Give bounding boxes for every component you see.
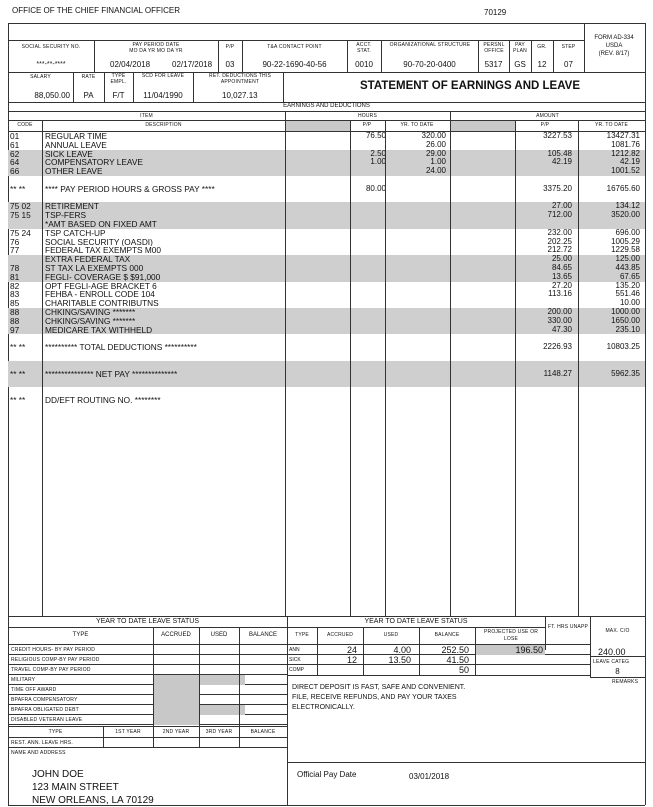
leave-left-row [8, 655, 287, 665]
leave-right-balance: 50 [458, 665, 469, 675]
row-description: DD/EFT ROUTING NO. ******** [45, 396, 161, 405]
grade-label: GR. [537, 44, 547, 50]
row-amount-ytd: 696.00 [615, 228, 640, 237]
row-amount-pp: 3227.53 [543, 132, 572, 140]
row-description: *AMT BASED ON FIXED AMT [45, 220, 157, 229]
row-amount-ytd: 1212.82 [611, 149, 640, 158]
row-code: 75 15 [10, 211, 31, 220]
leave-left-type: BPAFRA OBLIGATED DEBT [11, 707, 79, 713]
rest-row-label: REST. ANN. LEAVE HRS. [11, 740, 73, 746]
row-code: 88 [10, 308, 20, 317]
row-code: ** ** [10, 343, 26, 352]
row-description: OTHER LEAVE [45, 167, 103, 176]
pp-label: P/P [225, 44, 235, 50]
row-hours-ytd: 1.00 [430, 158, 446, 167]
amount-ytd-label: YR. TO DATE [594, 122, 629, 128]
leave-right-col-maxco: MAX. C/O [605, 628, 630, 634]
leave-right-type: ANN [289, 647, 300, 653]
row-description: ST TAX LA EXEMPTS 000 [45, 264, 144, 273]
row-amount-ytd: 443.85 [615, 264, 640, 272]
row-code: 81 [10, 272, 20, 282]
leave-left-col-used: USED [210, 632, 228, 638]
row-code: ** ** [10, 184, 26, 194]
row-code: 62 [10, 149, 20, 159]
row-amount-pp: 25.00 [551, 255, 572, 264]
statement-title: STATEMENT OF EARNINGS AND LEAVE [360, 80, 580, 92]
row-description: ANNUAL LEAVE [45, 140, 107, 150]
ret-label: RET. DEDUCTIONS THIS APPOINTMENT [209, 73, 271, 85]
row-description: OPT FEGLI-AGE BRACKET 6 [45, 281, 157, 291]
row-description: ********** TOTAL DEDUCTIONS ********** [45, 343, 197, 352]
leave-categ-value: 8 [615, 667, 620, 676]
leave-left-row [8, 685, 287, 695]
row-amount-pp: 27.00 [551, 202, 572, 211]
row-hours-pp: 76.50 [365, 132, 386, 140]
row-amount-ytd: 67.65 [619, 272, 640, 281]
leave-right-used: 4.00 [393, 645, 411, 655]
row-amount-ytd: 125.00 [615, 255, 640, 264]
leave-right-projected: 196.50 [515, 645, 543, 655]
leave-right-row [287, 665, 590, 675]
rest-col-1st: 1ST YEAR [115, 729, 141, 735]
row-amount-pp: 202.25 [547, 237, 572, 246]
leave-right-col-fthrs: FT. HRS UNAPP [547, 624, 589, 630]
pay-period-end: 02/17/2018 [172, 60, 213, 69]
scd-value: 11/04/1990 [143, 91, 183, 100]
item-label: ITEM [140, 113, 153, 119]
row-amount-ytd: 134.12 [615, 202, 640, 211]
official-pay-date-label: Official Pay Date [297, 770, 357, 779]
code-label: CODE [17, 122, 33, 128]
row-hours-ytd: 26.00 [425, 140, 446, 149]
row-description: REGULAR TIME [45, 132, 108, 141]
ta-value: 90-22-1690-40-56 [262, 60, 327, 69]
step-label: STEP [561, 44, 576, 50]
remarks-label: REMARKS [612, 679, 639, 685]
row-code: 01 [10, 132, 20, 141]
personnel-value: 5317 [484, 60, 503, 69]
row-amount-pp: 212.72 [547, 246, 572, 255]
row-code: 83 [10, 290, 20, 300]
row-amount-pp: 3375.20 [543, 184, 572, 193]
row-code: ** ** [10, 396, 26, 405]
org-label: ORGANIZATIONAL STRUCTURE [389, 42, 471, 48]
row-amount-ytd: 42.19 [619, 158, 640, 167]
personnel-label: PERSNL OFFICE [483, 42, 505, 54]
step-value: 07 [564, 60, 573, 69]
row-amount-ytd: 551.46 [615, 290, 640, 299]
leave-right-row [287, 655, 590, 665]
leave-right-accrued: 24 [346, 645, 357, 655]
row-code: 76 [10, 237, 20, 247]
pay-period-sublabel: MO DA YR MO DA YR [129, 48, 183, 54]
leave-left-row [8, 695, 287, 705]
row-amount-pp: 47.30 [551, 325, 572, 334]
row-hours-ytd: 29.00 [425, 149, 446, 158]
rate-value: PA [83, 91, 94, 100]
leave-left-type: TIME OFF AWARD [11, 687, 57, 693]
row-description: TSP-FERS [45, 211, 87, 220]
leave-right-col-used: USED [383, 632, 399, 638]
row-code: 82 [10, 281, 20, 291]
row-amount-pp: 113.16 [548, 290, 572, 299]
row-amount-pp: 27.20 [551, 281, 572, 290]
row-amount-ytd: 16765.60 [606, 184, 640, 193]
leave-left-type: RELIGIOUS COMP-BY PAY PERIOD [11, 657, 100, 663]
row-description: FEDERAL TAX EXEMPTS M00 [45, 246, 162, 256]
row-amount-pp: 1148.27 [543, 369, 572, 378]
row-code: ** ** [10, 369, 26, 379]
row-amount-ytd: 1650.00 [611, 316, 640, 325]
leave-left-type: MILITARY [11, 677, 36, 683]
name-address-label: NAME AND ADDRESS [11, 750, 66, 756]
leave-right-col-projected: PROJECTED USE OR LOSE [483, 629, 539, 642]
salary-label: SALARY [30, 74, 51, 80]
leave-right-col-accrued: ACCRUED [326, 632, 354, 638]
remarks-text: DIRECT DEPOSIT IS FAST, SAFE AND CONVENIENT. FILE, RECEIVE REFUNDS, AND PAY YOUR TAXES ELECTRONICALLY. [292, 684, 466, 711]
leave-right-balance: 252.50 [441, 645, 469, 655]
row-description: SOCIAL SECURITY (OASDI) [45, 237, 153, 247]
row-amount-ytd: 1001.52 [611, 167, 640, 176]
ssn-value: ***-**-**** [36, 61, 66, 68]
pay-period-label: PAY PERIOD DATE [132, 42, 180, 48]
rest-col-type: TYPE [48, 729, 63, 735]
row-amount-pp: 105.48 [547, 149, 572, 158]
row-amount-ytd: 235.10 [615, 325, 640, 334]
row-code: 88 [10, 316, 20, 326]
row-amount-ytd: 13427.31 [606, 132, 640, 140]
row-description: CHKING/SAVING ******* [45, 316, 136, 326]
leave-left-type: TRAVEL COMP-BY PAY PERIOD [11, 667, 91, 673]
ta-label: T&A CONTACT POINT [267, 44, 322, 50]
row-description: *************** NET PAY ************** [45, 369, 178, 379]
rate-label: RATE [81, 74, 96, 80]
row-amount-ytd: 3520.00 [611, 211, 640, 220]
row-amount-ytd: 1000.00 [611, 308, 640, 316]
row-amount-ytd: 5962.35 [611, 369, 640, 378]
row-description: MEDICARE TAX WITHHELD [45, 325, 153, 335]
leave-left-col-type: TYPE [72, 632, 89, 638]
row-amount-ytd: 1081.76 [611, 140, 640, 149]
grade-value: 12 [537, 60, 547, 69]
row-amount-pp: 13.65 [551, 272, 572, 281]
ssn-label: SOCIAL SECURITY NO. [21, 44, 81, 50]
row-amount-pp: 200.00 [547, 308, 572, 316]
leave-right-table [287, 645, 590, 675]
hours-pp-label: P/P [362, 122, 372, 128]
leave-left-row [8, 715, 287, 725]
leave-left-row [8, 665, 287, 675]
max-co-value: 240.00 [598, 647, 626, 657]
leave-left-table [8, 645, 287, 725]
salary-value: 88,050.00 [34, 91, 70, 100]
row-description: FEGLI- COVERAGE $ $91,000 [45, 272, 161, 282]
official-pay-date: 03/01/2018 [409, 772, 450, 781]
row-code: 64 [10, 158, 20, 168]
row-hours-ytd: 24.00 [425, 167, 446, 176]
row-amount-pp: 232.00 [547, 228, 572, 237]
row-amount-pp: 42.19 [551, 158, 572, 167]
form-id: FORM AD-334 USDA (REV. 8/17) [594, 35, 634, 57]
row-description: EXTRA FEDERAL TAX [45, 255, 131, 264]
leave-right-row [287, 645, 590, 655]
row-amount-ytd: 10803.25 [606, 343, 640, 352]
acct-label: ACCT. STAT. [356, 42, 372, 54]
rest-col-3rd: 3RD YEAR [205, 729, 233, 735]
row-hours-pp: 1.00 [370, 158, 386, 167]
row-hours-ytd: 320.00 [421, 132, 446, 140]
leave-left-row [8, 645, 287, 655]
row-amount-pp: 712.00 [547, 211, 572, 220]
office-title: OFFICE OF THE CHIEF FINANCIAL OFFICER [12, 6, 181, 15]
row-code: 85 [10, 299, 20, 308]
description-label: DESCRIPTION [145, 122, 182, 128]
row-hours-pp: 80.00 [365, 184, 386, 193]
row-description: CHARITABLE CONTRIBUTNS [45, 299, 159, 308]
leave-left-type: CREDIT HOURS- BY PAY PERIOD [11, 647, 96, 653]
leave-right-title: YEAR TO DATE LEAVE STATUS [364, 618, 468, 625]
earnings-section-title: EARNINGS AND DEDUCTIONS [283, 103, 370, 109]
leave-categ-label: LEAVE CATEG [593, 659, 630, 665]
row-amount-ytd: 10.00 [619, 299, 640, 308]
row-amount-ytd: 1005.29 [611, 237, 640, 246]
rest-col-balance: BALANCE [250, 729, 276, 735]
row-description: COMPENSATORY LEAVE [45, 158, 143, 168]
scd-label: SCD FOR LEAVE [141, 73, 185, 79]
leave-right-col-balance: BALANCE [434, 632, 460, 638]
hours-ytd-label: YR. TO DATE [400, 122, 434, 128]
row-description: SICK LEAVE [45, 149, 93, 159]
acct-value: 0010 [355, 60, 373, 69]
leave-left-col-accrued: ACCRUED [161, 632, 191, 638]
row-code: 77 [10, 246, 20, 256]
row-code: 61 [10, 140, 20, 150]
row-code: 75 02 [10, 202, 31, 212]
row-description: TSP CATCH-UP [45, 228, 106, 238]
row-amount-pp: 330.00 [547, 316, 572, 325]
leave-right-balance: 41.50 [446, 655, 469, 665]
leave-left-col-balance: BALANCE [248, 632, 277, 638]
leave-right-used: 13.50 [388, 655, 411, 665]
row-amount-pp: 84.65 [551, 264, 572, 272]
payplan-label: PAY PLAN [513, 42, 527, 54]
leave-right-col-type: TYPE [295, 632, 309, 638]
type-empl-label: TYPE EMPL. [110, 73, 127, 85]
leave-left-type: BPAFRA COMPENSATORY [11, 697, 78, 703]
row-description: FEHBA - ENROLL CODE 104 [45, 290, 155, 300]
row-description: **** PAY PERIOD HOURS & GROSS PAY **** [45, 184, 215, 194]
row-code: 66 [10, 167, 20, 176]
document-number: 70129 [484, 8, 507, 17]
amount-label: AMOUNT [536, 113, 559, 119]
type-empl-value: F/T [112, 91, 125, 100]
rest-col-2nd: 2ND YEAR [162, 729, 190, 735]
org-value: 90-70-20-0400 [403, 60, 456, 69]
name-address: JOHN DOE 123 MAIN STREET NEW ORLEANS, LA 70129 [32, 769, 154, 806]
leave-right-type: SICK [289, 657, 301, 663]
leave-left-row [8, 675, 287, 685]
row-code: 78 [10, 264, 20, 273]
row-amount-pp: 2226.93 [543, 343, 572, 352]
row-code: 97 [10, 325, 20, 335]
row-hours-pp: 2.50 [370, 149, 386, 158]
pay-period-start: 02/04/2018 [110, 60, 151, 69]
row-amount-ytd: 135.20 [615, 281, 640, 290]
earnings-table [8, 132, 645, 616]
row-description: RETIREMENT [45, 202, 99, 212]
leave-left-type: DISABLED VETERAN LEAVE [11, 717, 83, 723]
leave-left-title: YEAR TO DATE LEAVE STATUS [95, 618, 200, 625]
leave-right-accrued: 12 [346, 655, 357, 665]
hours-label: HOURS [357, 113, 378, 119]
row-description: CHKING/SAVING ******* [45, 308, 136, 317]
leave-right-type: COMP [289, 667, 304, 673]
leave-left-row [8, 705, 287, 715]
row-code: 75 24 [10, 228, 31, 238]
ret-value: 10,027.13 [222, 91, 258, 100]
payplan-value: GS [514, 60, 526, 69]
pp-value: 03 [225, 60, 235, 69]
amount-pp-label: P/P [540, 122, 550, 128]
row-amount-ytd: 1229.58 [611, 246, 640, 255]
